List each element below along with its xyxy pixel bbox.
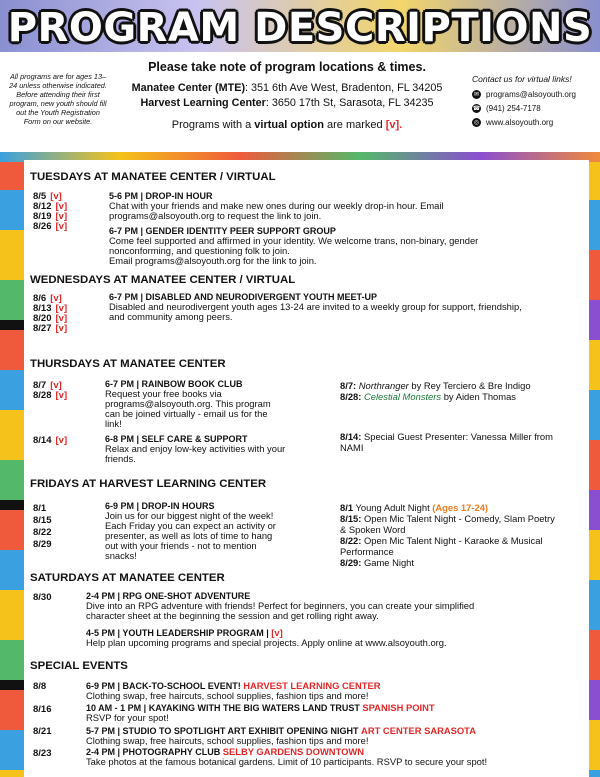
special-date-4: 8/23 [33,748,52,759]
tuesday-dates: 8/5 [v] 8/12 [v] 8/19 [v] 8/26 [v] [33,191,68,232]
wednesday-heading: WEDNESDAYS AT MANATEE CENTER / VIRTUAL [30,274,296,286]
location-info [112,60,462,131]
contact-website[interactable]: ◎ www.alsoyouth.org [473,118,554,127]
thursday-bookclub-event: 6-7 PM | RAINBOW BOOK CLUB Request your free books via programs@alsoyouth.org. This program can be joined virtually - email us for the link! [105,379,271,429]
special-date-1: 8/8 [33,681,47,692]
special-date-2: 8/16 [33,704,52,715]
thursday-selfcare-event: 6-8 PM | SELF CARE & SUPPORT Relax and enjoy low-key activities with your friends. [105,434,286,464]
virtual-note: Programs with a virtual option are marked [v]. [171,119,403,131]
phone-icon: ☎ [472,106,481,112]
tuesday-dropin-event: 5-6 PM | DROP-IN HOUR Chat with your friends and make new ones during our weekly drop-in hour. Email programs@alsoyouth.org to request the link to join. [109,191,444,221]
friday-themes: 8/1 Young Adult Night (Ages 17-24) 8/15: Open Mic Talent Night - Comedy, Slam Poetry & Spoken Word 8/22: Open Mic Talent Night - Karaoke & Musical Performance 8/29: Game Night [340,502,555,568]
age-note: All programs are for ages 13–24 unless otherwise indicated. Before attending their first program, new youth should fill out the Youth Registration Form on our website. [9,72,107,126]
saturday-leadership-event: 4-5 PM | YOUTH LEADERSHIP PROGRAM | [v] Help plan upcoming programs and special projects. Apply online at www.alsoyouth.org. [86,627,447,648]
page-title: PROGRAM DESCRIPTIONS [7,5,593,51]
thursday-bookclub-dates: 8/7 [v] 8/28 [v] [33,380,68,401]
thursday-book-list: 8/7: Northranger by Rey Terciero & Bre Indigo 8/28: Celestial Monsters by Aiden Thomas [340,380,531,402]
tuesday-gender-event: 6-7 PM | GENDER IDENTITY PEER SUPPORT GROUP Come feel supported and affirmed in your identity. We welcome trans, non-binary, gender nonconforming, and questioning folk to join. Email programs@alsoyouth.org for the link to join. [109,226,479,266]
thursday-selfcare-date: 8/14 [v] [33,435,68,446]
wednesday-meetup-event: 6-7 PM | DISABLED AND NEURODIVERGENT YOUTH MEET-UP Disabled and neurodivergent youth ages 13-24 are invited to a weekly group for support, friendship, and community among peers. [109,292,522,322]
contact-email[interactable]: ✉ programs@alsoyouth.org [473,90,576,99]
special-event-4: 2-4 PM | PHOTOGRAPHY CLUB SELBY GARDENS DOWNTOWN Take photos at the famous botanical gardens. Limit of 10 participants. RSVP to secure your spot! [86,746,488,767]
instagram-icon: ◎ [473,120,480,126]
contact-info [472,74,597,132]
contact-phone[interactable]: ☎ (941) 254-7178 [472,104,541,113]
tuesday-heading: TUESDAYS AT MANATEE CENTER / VIRTUAL [30,171,276,183]
saturday-heading: SATURDAYS AT MANATEE CENTER [30,572,225,584]
special-date-3: 8/21 [33,726,52,737]
saturday-date: 8/30 [33,592,52,603]
wednesday-dates: 8/6 [v] 8/13 [v] 8/20 [v] 8/27 [v] [33,293,68,334]
locations-heading: Please take note of program locations & times. [148,60,426,74]
thursday-heading: THURSDAYS AT MANATEE CENTER [30,358,226,370]
friday-dates: 8/1 8/15 8/22 8/29 [33,503,52,550]
friday-heading: FRIDAYS AT HARVEST LEARNING CENTER [30,478,267,490]
special-event-1: 6-9 PM | BACK-TO-SCHOOL EVENT! HARVEST LEARNING CENTER Clothing swap, free haircuts, school supplies, fashion tips and more! [86,680,381,701]
saturday-rpg-event: 2-4 PM | RPG ONE-SHOT ADVENTURE Dive into an RPG adventure with friends! Perfect for beginners, you can create your simplified character sheet at the beginning the session and get rolling right away. [86,591,475,621]
friday-dropin-event: 6-9 PM | DROP-IN HOURS Join us for our biggest night of the week! Each Friday you can expect an activity or presenter, as well as lots of time to hang out with your friends - not to mention snacks! [105,501,276,561]
special-heading: SPECIAL EVENTS [30,660,128,672]
contact-title: Contact us for virtual links! [472,74,572,84]
thursday-guest-note: 8/14: Special Guest Presenter: Vanessa Miller from NAMI [340,431,553,453]
special-event-2: 10 AM - 1 PM | KAYAKING WITH THE BIG WATERS LAND TRUST SPANISH POINT RSVP for your spot! [86,702,435,723]
manatee-address: Manatee Center (MTE): 351 6th Ave West, Bradenton, FL 34205 [131,82,443,94]
harvest-address: Harvest Learning Center: 3650 17th St, Sarasota, FL 34235 [140,97,434,109]
special-event-3: 5-7 PM | STUDIO TO SPOTLIGHT ART EXHIBIT OPENING NIGHT ART CENTER SARASOTA Clothing swap, free haircuts, school supplies, fashion tips and more! [86,725,476,746]
email-icon: ✉ [473,92,480,98]
